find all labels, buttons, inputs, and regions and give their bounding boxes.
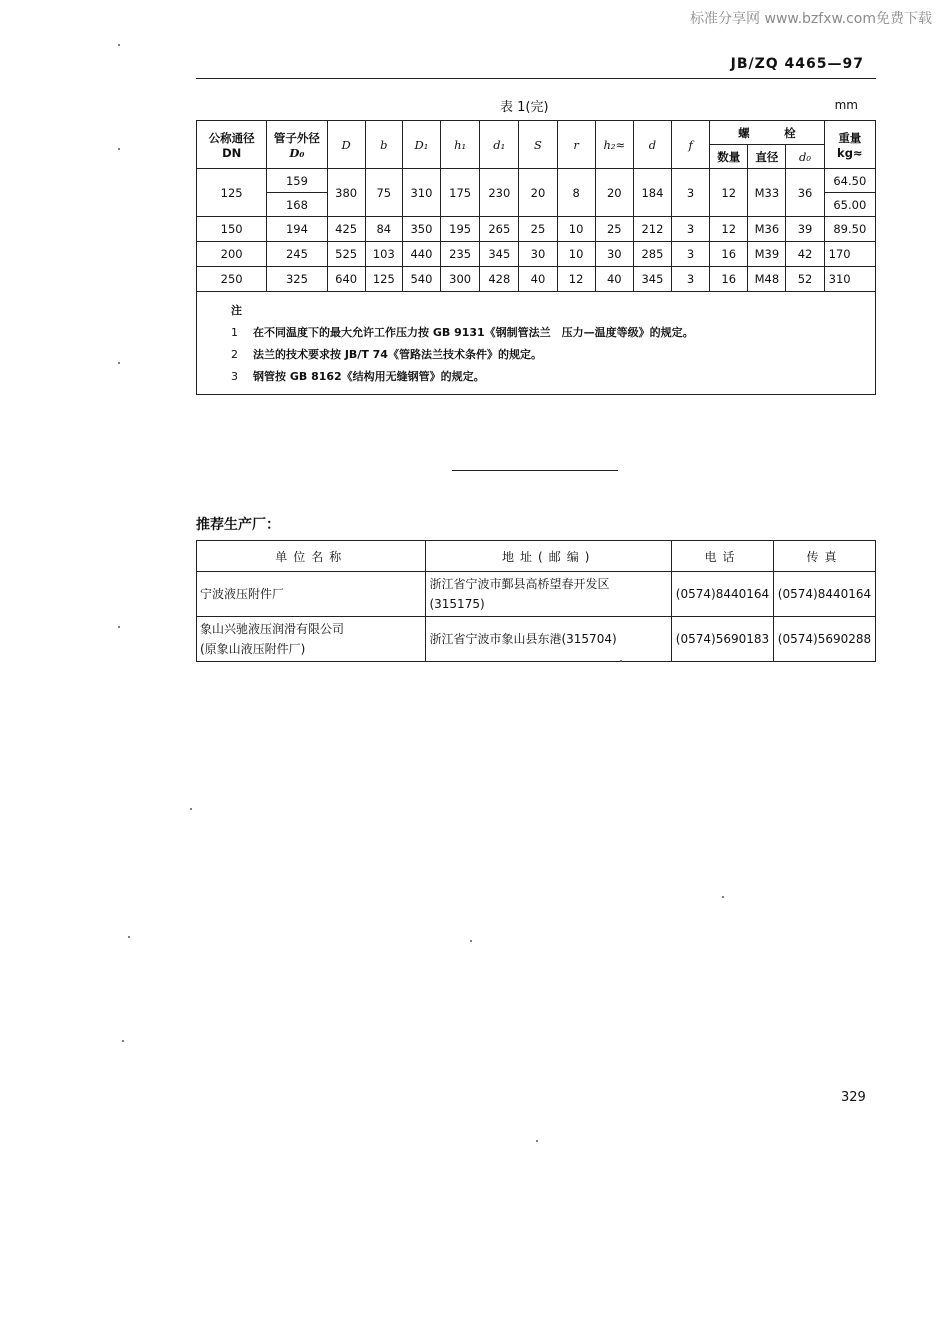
address-line1: 浙江省宁波市鄞县高桥望春开发区: [429, 577, 610, 591]
cell-D: 380: [327, 169, 365, 217]
scan-speck: [118, 626, 120, 628]
header-d0-line2: D₀: [289, 145, 305, 160]
cell-d1: 345: [480, 242, 519, 267]
cell-dn: 200: [197, 242, 267, 267]
flange-dimension-table: [196, 120, 876, 395]
header-S: S: [519, 121, 557, 169]
cell-S: 25: [519, 217, 557, 242]
cell-phone: (0574)5690183: [671, 617, 773, 662]
cell-address: [426, 572, 672, 617]
cell-d0: 245: [267, 242, 327, 267]
cell-b: 84: [365, 217, 402, 242]
header-fax: 传真: [773, 541, 875, 572]
header-bolt-dia: 直径: [748, 145, 786, 169]
cell-D1: 540: [402, 267, 440, 292]
cell-phone: (0574)8440164: [671, 572, 773, 617]
cell-weight: 64.50: [824, 169, 875, 193]
cell-h2: 25: [595, 217, 633, 242]
scan-speck: [620, 660, 622, 662]
header-rule: [196, 78, 876, 79]
unit-name-line1: 象山兴驰液压润滑有限公司: [200, 622, 345, 636]
table-row: [197, 169, 876, 193]
header-unit-name: 单位名称: [197, 541, 426, 572]
cell-address: [426, 617, 672, 662]
header-D: D: [327, 121, 365, 169]
cell-h1: 235: [441, 242, 480, 267]
header-h1: h₁: [441, 121, 480, 169]
cell-r: 10: [557, 242, 595, 267]
cell-r: 10: [557, 217, 595, 242]
unit-name-line1: 宁波液压附件厂: [200, 587, 285, 601]
cell-D1: 350: [402, 217, 440, 242]
cell-b: 103: [365, 242, 402, 267]
header-weight-line2: kg≈: [837, 145, 863, 160]
note-number: 3: [231, 370, 238, 383]
cell-D: 640: [327, 267, 365, 292]
cell-S: 40: [519, 267, 557, 292]
cell-h1: 175: [441, 169, 480, 217]
cell-d1: 428: [480, 267, 519, 292]
cell-S: 30: [519, 242, 557, 267]
header-d1: d₁: [480, 121, 519, 169]
table-row: [197, 572, 876, 617]
scan-speck: [190, 808, 192, 810]
header-address: 地址(邮编): [426, 541, 672, 572]
cell-r: 8: [557, 169, 595, 217]
cell-bolt-qty: 16: [710, 267, 748, 292]
scan-speck: [122, 1040, 124, 1042]
address-line1: 浙江省宁波市象山县东港(315704): [429, 632, 617, 646]
header-d: d: [633, 121, 671, 169]
header-b: b: [365, 121, 402, 169]
note-item: [231, 366, 875, 388]
cell-bolt-qty: 12: [710, 169, 748, 217]
standard-code: JB/ZQ 4465—97: [730, 56, 864, 72]
cell-weight: 310: [824, 267, 875, 292]
cell-d1: 265: [480, 217, 519, 242]
cell-unit-name: [197, 572, 426, 617]
cell-h1: 195: [441, 217, 480, 242]
header-f: f: [672, 121, 710, 169]
header-d0-line1: 管子外径: [273, 130, 320, 145]
cell-d: 212: [633, 217, 671, 242]
table-row: [197, 217, 876, 242]
cell-d1: 230: [480, 169, 519, 217]
header-h2: h₂≈: [595, 121, 633, 169]
cell-h1: 300: [441, 267, 480, 292]
scan-speck: [722, 896, 724, 898]
cell-weight: 65.00: [824, 193, 875, 217]
scan-speck: [118, 44, 120, 46]
cell-bolt-d0: 36: [786, 169, 824, 217]
cell-h2: 20: [595, 169, 633, 217]
cell-d0: 168: [267, 193, 327, 217]
scan-speck: [536, 1140, 538, 1142]
table-unit: mm: [834, 98, 858, 112]
scan-speck: [128, 936, 130, 938]
scan-speck: [118, 148, 120, 150]
header-bolt-qty: 数量: [710, 145, 748, 169]
header-bolt-d0: d₀: [786, 145, 824, 169]
cell-d0: 325: [267, 267, 327, 292]
header-phone: 电话: [671, 541, 773, 572]
note-text: 钢管按 GB 8162《结构用无缝钢管》的规定。: [253, 370, 485, 383]
cell-unit-name: [197, 617, 426, 662]
note-item: [231, 344, 875, 366]
cell-fax: (0574)8440164: [773, 572, 875, 617]
note-item: [231, 322, 875, 344]
cell-S: 20: [519, 169, 557, 217]
cell-b: 125: [365, 267, 402, 292]
header-D1: D₁: [402, 121, 440, 169]
header-weight-line1: 重量: [838, 130, 862, 145]
cell-bolt-d0: 52: [786, 267, 824, 292]
cell-dn: 125: [197, 169, 267, 217]
note-text: 在不同温度下的最大允许工作压力按 GB 9131《钢制管法兰 压力—温度等级》的规定。: [253, 326, 694, 339]
cell-D: 425: [327, 217, 365, 242]
cell-h2: 40: [595, 267, 633, 292]
cell-f: 3: [672, 267, 710, 292]
note-text: 法兰的技术要求按 JB/T 74《管路法兰技术条件》的规定。: [253, 348, 542, 361]
cell-bolt-d0: 42: [786, 242, 824, 267]
header-d0: [267, 121, 327, 169]
table-caption: 表 1(完): [500, 100, 549, 115]
watermark-text: 标准分享网 www.bzfxw.com免费下载: [690, 11, 932, 27]
cell-weight: 170: [824, 242, 875, 267]
notes-title: 注: [231, 304, 242, 317]
cell-b: 75: [365, 169, 402, 217]
unit-name-line2: (原象山液压附件厂): [200, 642, 306, 656]
cell-dn: 250: [197, 267, 267, 292]
cell-r: 12: [557, 267, 595, 292]
header-dn: [197, 121, 267, 169]
table-row: [197, 242, 876, 267]
cell-d0: 194: [267, 217, 327, 242]
scan-speck: [118, 362, 120, 364]
table-row: [197, 267, 876, 292]
cell-d0: 159: [267, 169, 327, 193]
cell-bolt-qty: 16: [710, 242, 748, 267]
manufacturers-heading: 推荐生产厂：: [196, 517, 280, 533]
section-divider: [452, 470, 618, 471]
table-notes: [197, 292, 876, 395]
cell-weight: 89.50: [824, 217, 875, 242]
cell-D1: 440: [402, 242, 440, 267]
cell-bolt-qty: 12: [710, 217, 748, 242]
note-number: 2: [231, 348, 238, 361]
header-weight: [824, 121, 875, 169]
cell-bolt-dia: M39: [748, 242, 786, 267]
cell-bolt-dia: M33: [748, 169, 786, 217]
header-r: r: [557, 121, 595, 169]
cell-D: 525: [327, 242, 365, 267]
cell-dn: 150: [197, 217, 267, 242]
cell-d: 285: [633, 242, 671, 267]
cell-d: 345: [633, 267, 671, 292]
header-bolt: 螺 栓: [710, 121, 824, 145]
note-number: 1: [231, 326, 238, 339]
header-dn-line2: DN: [222, 145, 242, 160]
cell-D1: 310: [402, 169, 440, 217]
cell-f: 3: [672, 217, 710, 242]
scan-speck: [470, 940, 472, 942]
cell-f: 3: [672, 169, 710, 217]
cell-bolt-dia: M36: [748, 217, 786, 242]
cell-d: 184: [633, 169, 671, 217]
manufacturers-table: [196, 540, 876, 662]
page-number: 329: [841, 1090, 866, 1105]
cell-f: 3: [672, 242, 710, 267]
header-dn-line1: 公称通径: [208, 130, 255, 145]
cell-h2: 30: [595, 242, 633, 267]
cell-bolt-dia: M48: [748, 267, 786, 292]
address-line2: (315175): [429, 597, 485, 611]
cell-fax: (0574)5690288: [773, 617, 875, 662]
table-row: [197, 617, 876, 662]
cell-bolt-d0: 39: [786, 217, 824, 242]
